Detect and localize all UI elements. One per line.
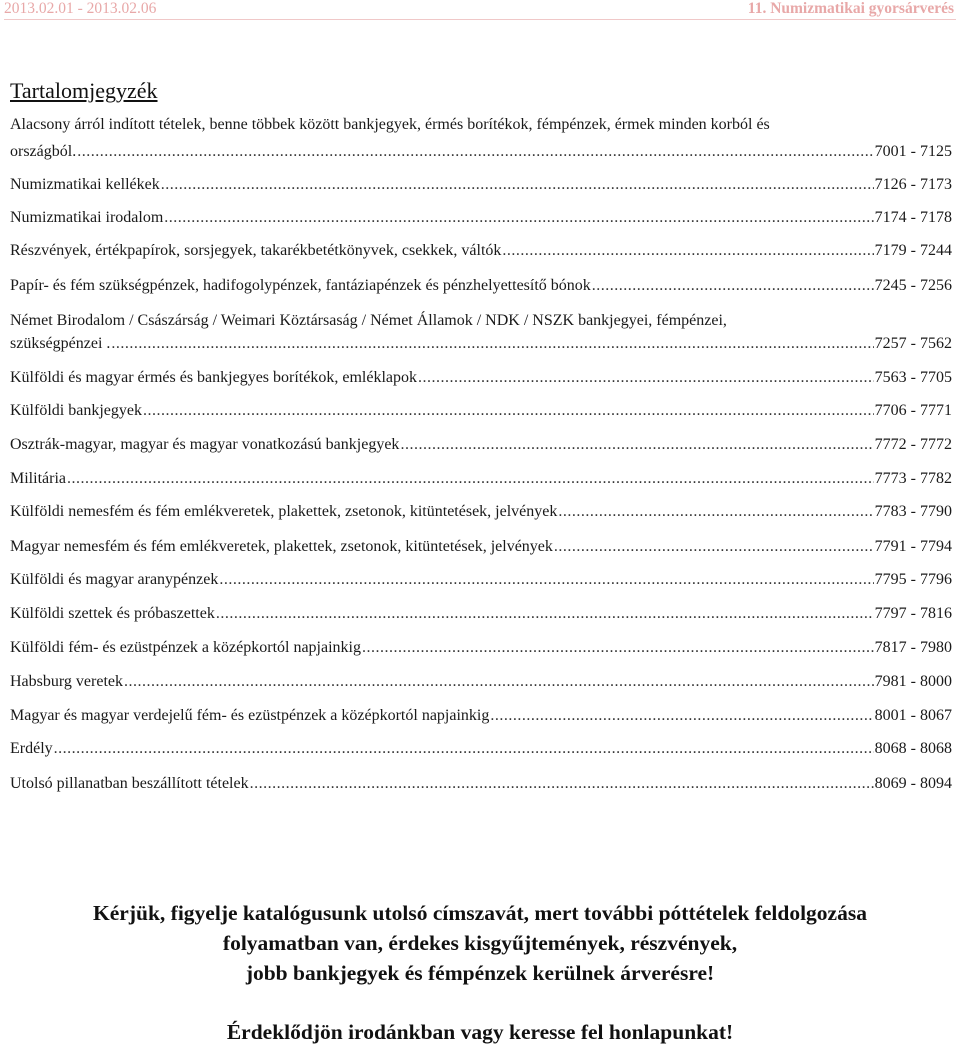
toc-entry-range: 7981 - 8000 [874, 673, 952, 690]
toc-entry[interactable] [10, 570, 952, 590]
toc-entry[interactable] [10, 469, 952, 489]
toc-entry[interactable] [10, 604, 952, 624]
dot-leader [502, 241, 873, 261]
toc-entry[interactable] [10, 502, 952, 522]
notice-block [0, 898, 960, 988]
toc-entry[interactable] [10, 368, 952, 388]
dot-leader [161, 175, 874, 195]
toc-entry-range: 7783 - 7790 [874, 503, 952, 520]
auction-title: 11. Numizmatikai gyorsárverés [747, 0, 954, 17]
toc-entry-text: Utolsó pillanatban beszállított tételek [10, 775, 249, 792]
toc-entry-range: 7772 - 7772 [874, 436, 952, 453]
toc-entry-text-line1: Alacsony árról indított tételek, benne többek között bankjegyek, érmés borítékok, fémpénzek, érmek minden korból és [10, 116, 770, 133]
toc-entry-range: 8068 - 8068 [874, 740, 952, 757]
toc-entry[interactable] [10, 739, 952, 759]
toc-entry-text-line1: Német Birodalom / Császárság / Weimari Köztársaság / Német Államok / NDK / NSZK bankjegyei, fémpénzei, [10, 312, 727, 329]
toc-entry[interactable] [10, 276, 952, 296]
toc-entry-range: 7257 - 7562 [874, 335, 952, 352]
dot-leader [558, 502, 873, 522]
toc-entry-text: Külföldi bankjegyek [10, 402, 142, 419]
toc-entry[interactable] [10, 672, 952, 692]
toc-entry-text: Külföldi és magyar érmés és bankjegyes borítékok, emléklapok [10, 369, 417, 386]
toc-entry-text: Erdély [10, 740, 53, 757]
toc-entry-text: Habsburg veretek [10, 673, 123, 690]
toc-entry[interactable] [10, 435, 952, 455]
auction-dates: 2013.02.01 - 2013.02.06 [4, 0, 157, 17]
notice-line: folyamatban van, érdekes kisgyűjtemények, részvények, [222, 931, 738, 955]
toc-entry[interactable] [10, 537, 952, 557]
dot-leader [77, 142, 873, 162]
toc-entry-text: szükségpénzei . [10, 335, 111, 352]
dot-leader [111, 334, 873, 354]
page-header [0, 0, 960, 20]
toc-entry-range: 7706 - 7771 [874, 402, 952, 419]
toc-entry[interactable] [10, 401, 952, 421]
dot-leader [490, 706, 873, 726]
dot-leader [362, 638, 874, 658]
toc-entry[interactable] [10, 774, 952, 794]
toc-entry[interactable] [10, 311, 952, 354]
toc-heading: Tartalomjegyzék [10, 78, 158, 103]
toc-entry-text: Külföldi és magyar aranypénzek [10, 571, 219, 588]
toc-entry-range: 7795 - 7796 [874, 571, 952, 588]
dot-leader [219, 570, 873, 590]
dot-leader [216, 604, 874, 624]
dot-leader [143, 401, 874, 421]
toc-entry-range: 7563 - 7705 [874, 369, 952, 386]
dot-leader [67, 469, 874, 489]
dot-leader [418, 368, 874, 388]
toc-entry[interactable] [10, 208, 952, 228]
toc-entry[interactable] [10, 175, 952, 195]
toc-entry[interactable] [10, 638, 952, 658]
toc-entry[interactable] [10, 115, 952, 162]
notice-line: Kérjük, figyelje katalógusunk utolsó címszavát, mert további póttételek feldolgozása [93, 901, 867, 925]
toc-entry-text: Magyar és magyar verdejelű fém- és ezüstpénzek a középkortól napjainkig [10, 707, 490, 724]
toc-entry-range: 7001 - 7125 [874, 143, 952, 160]
dot-leader [164, 208, 873, 228]
toc-entry-range: 7773 - 7782 [874, 470, 952, 487]
dot-leader [554, 537, 874, 557]
dot-leader [400, 435, 873, 455]
toc-entry-text: országból. [10, 143, 77, 160]
toc-entry[interactable] [10, 241, 952, 261]
toc-entry-text: Numizmatikai irodalom [10, 209, 164, 226]
toc-entry-range: 7179 - 7244 [874, 242, 952, 259]
toc-entry-text: Magyar nemesfém és fém emlékveretek, plakettek, zsetonok, kitüntetések, jelvények [10, 538, 553, 555]
dot-leader [592, 276, 874, 296]
toc-entry-range: 7245 - 7256 [874, 277, 952, 294]
toc-entry-range: 8001 - 8067 [874, 707, 952, 724]
dot-leader [124, 672, 874, 692]
toc-entry-text: Osztrák-magyar, magyar és magyar vonatkozású bankjegyek [10, 436, 400, 453]
toc-entry[interactable] [10, 706, 952, 726]
dot-leader [54, 739, 874, 759]
dot-leader [250, 774, 874, 794]
notice-contact: Érdeklődjön irodánkban vagy keresse fel honlapunkat! [226, 1020, 734, 1044]
toc-entry-text: Külföldi nemesfém és fém emlékveretek, plakettek, zsetonok, kitüntetések, jelvények [10, 503, 558, 520]
toc-entry-text: Részvények, értékpapírok, sorsjegyek, takarékbetétkönyvek, csekkek, váltók [10, 242, 502, 259]
notice-line: jobb bankjegyek és fémpénzek kerülnek árverésre! [245, 961, 715, 985]
toc-entry-range: 7817 - 7980 [874, 639, 952, 656]
toc-entry-text: Militária [10, 470, 66, 487]
toc-entry-text: Külföldi fém- és ezüstpénzek a középkortól napjainkig [10, 639, 361, 656]
toc-entry-range: 7174 - 7178 [874, 209, 952, 226]
header-divider [4, 19, 956, 20]
toc-entry-text: Papír- és fém szükségpénzek, hadifogolypénzek, fantáziapénzek és pénzhelyettesítő bónok [10, 277, 591, 294]
toc-entry-range: 7797 - 7816 [874, 605, 952, 622]
toc-entry-range: 8069 - 8094 [874, 775, 952, 792]
toc-entry-text: Numizmatikai kellékek [10, 176, 160, 193]
toc-entry-range: 7126 - 7173 [874, 176, 952, 193]
toc-entry-text: Külföldi szettek és próbaszettek [10, 605, 215, 622]
toc-entry-range: 7791 - 7794 [874, 538, 952, 555]
